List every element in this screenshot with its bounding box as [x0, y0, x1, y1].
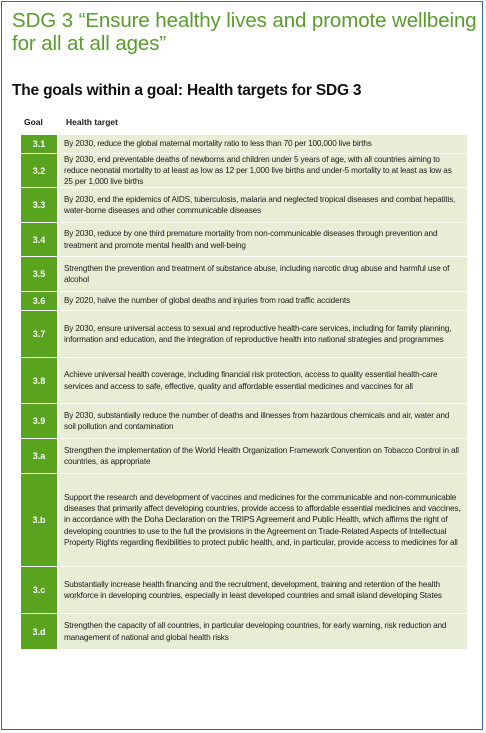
- table-row-3-a: [21, 439, 467, 474]
- goal-cell: 3.9: [21, 404, 59, 438]
- goal-cell: 3.7: [21, 311, 59, 357]
- target-cell: [59, 188, 467, 222]
- target-cell: [59, 614, 467, 649]
- target-text: Strengthen the capacity of all countries, in particular developing countries, for early warning, risk reduction and management of national and global health risks: [64, 621, 447, 642]
- target-text: Substantially increase health financing and the recruitment, development, training and retention of the health workforce in developing countries, especially in least developed countries and small island developing States: [64, 579, 442, 600]
- table-row-3-6: [21, 292, 467, 311]
- table-row-3-8: [21, 358, 467, 404]
- targets-table: [21, 135, 467, 650]
- target-text: By 2030, reduce the global maternal mortality ratio to less than 70 per 100,000 live births: [64, 139, 372, 149]
- target-cell: [59, 439, 467, 473]
- goal-cell: 3.5: [21, 257, 59, 291]
- target-cell: [59, 292, 467, 310]
- table-row-3-1: [21, 135, 467, 154]
- target-cell: [59, 567, 467, 613]
- target-cell: [59, 311, 467, 357]
- target-text: By 2030, end the epidemics of AIDS, tuberculosis, malaria and neglected tropical diseases and combat hepatitis, water-borne diseases and other communicable diseases: [64, 194, 456, 215]
- goal-cell: 3.8: [21, 358, 59, 403]
- table-row-3-4: [21, 223, 467, 257]
- target-cell: [59, 154, 467, 187]
- goal-cell: 3.6: [21, 292, 59, 310]
- table-row-3-3: [21, 188, 467, 223]
- target-text: By 2030, ensure universal access to sexual and reproductive health-care services, including for family planning, information and education, and the integration of reproductive health into national strategies and programmes: [64, 323, 452, 344]
- goal-cell: 3.c: [21, 567, 59, 613]
- target-text: By 2030, reduce by one third premature mortality from non-communicable diseases through prevention and treatment and promote mental health and well-being: [64, 229, 438, 250]
- goal-cell: 3.d: [21, 614, 59, 649]
- target-text: By 2020, halve the number of global deaths and injuries from road traffic accidents: [64, 296, 350, 306]
- table-row-3-b: [21, 474, 467, 567]
- goal-cell: 3.b: [21, 474, 59, 566]
- table-row-3-2: [21, 154, 467, 188]
- table-row-3-d: [21, 614, 467, 650]
- goal-cell: 3.4: [21, 223, 59, 256]
- target-cell: [59, 358, 467, 403]
- goal-cell: 3.a: [21, 439, 59, 473]
- goal-cell: 3.2: [21, 154, 59, 187]
- target-cell: [59, 474, 467, 566]
- target-text: Strengthen the prevention and treatment of substance abuse, including narcotic drug abuse and harmful use of alcohol: [64, 263, 450, 284]
- goal-cell: 3.1: [21, 135, 59, 153]
- table-row-3-7: [21, 311, 467, 358]
- table-row-3-9: [21, 404, 467, 439]
- table-title: The goals within a goal: Health targets for SDG 3: [12, 82, 362, 99]
- target-text: Strengthen the implementation of the World Health Organization Framework Convention on Tobacco Control in all countries, as appropriate: [64, 445, 459, 466]
- page-title: SDG 3 “Ensure healthy lives and promote wellbeing for all at all ages”: [12, 9, 477, 55]
- target-text: Achieve universal health coverage, including financial risk protection, access to quality essential health-care services and access to safe, effective, quality and affordable essential medicines and vaccines for all: [64, 370, 438, 391]
- target-text: By 2030, end preventable deaths of newborns and children under 5 years of age, with all countries aiming to reduce neonatal mortality to at least as low as 12 per 1,000 live births and under-5 mortality to at least as low as 25 per 1,000 live births: [64, 154, 452, 187]
- target-text: Support the research and development of vaccines and medicines for the communicable and non-communicable diseases that primarily affect developing countries, provide access to affordable essential medicines and vaccines, in accordance with the Doha Declaration on the TRIPS Agreement and Public Health, which affirms the right of developing countries to use to the full the provisions in the Agreement on Trade-Related Aspects of Intellectual Property Rights regarding flexibilities to protect public health, and, in particular, provide access to medicines for all: [64, 492, 461, 547]
- table-row-3-c: [21, 567, 467, 614]
- figure-frame: [1, 1, 483, 730]
- column-header-health-target: Health target: [66, 117, 118, 127]
- target-cell: [59, 135, 467, 153]
- target-cell: [59, 223, 467, 256]
- target-cell: [59, 257, 467, 291]
- goal-cell: 3.3: [21, 188, 59, 222]
- target-text: By 2030, substantially reduce the number of deaths and illnesses from hazardous chemicals and air, water and soil pollution and contamination: [64, 410, 450, 431]
- target-cell: [59, 404, 467, 438]
- column-header-goal: Goal: [24, 117, 43, 127]
- table-row-3-5: [21, 257, 467, 292]
